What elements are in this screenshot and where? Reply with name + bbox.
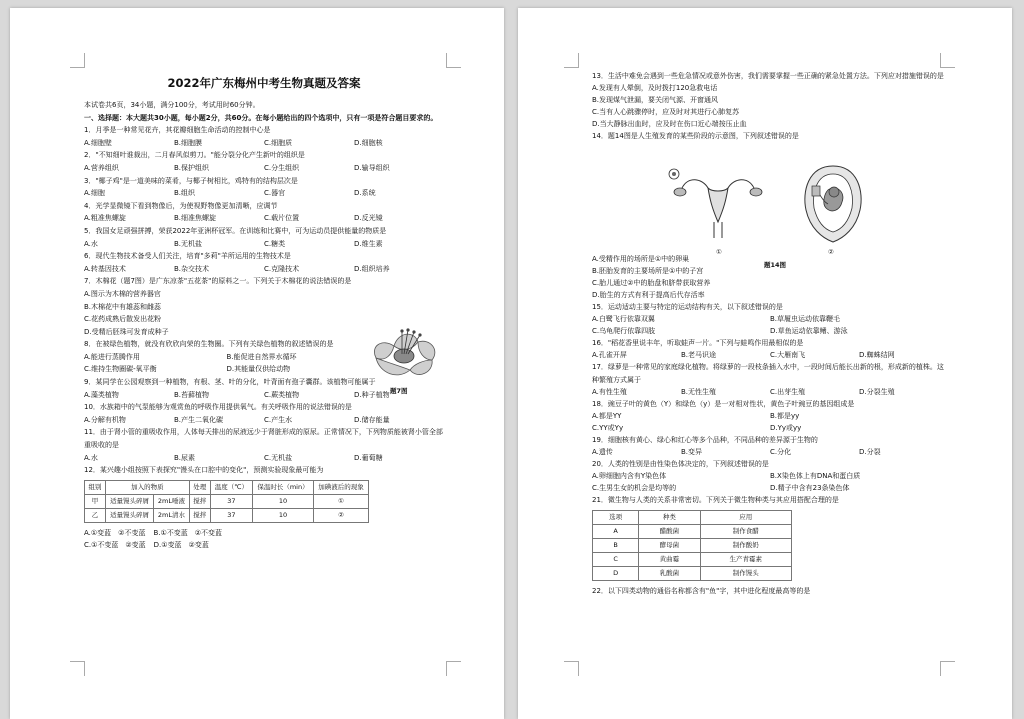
table-cell: 制作馒头: [700, 566, 791, 580]
option: A.①变蓝 ②不变蓝: [84, 528, 146, 537]
table-header-cell: 加入的物质: [105, 480, 189, 494]
question-9: 9．某同学在公园观察到一种植物，有根、茎、叶的分化，叶背面有孢子囊群。该植物可能属于: [84, 378, 376, 387]
figure-14-space: [592, 143, 948, 253]
table-cell: 黄曲霉: [639, 552, 700, 566]
corner-mark: [564, 661, 579, 676]
option: B.①不变蓝 ②不变蓝: [153, 528, 223, 537]
option: A.细胞: [84, 189, 105, 198]
question-11: 11．由于肾小管的重吸收作用，人体每天排出的尿液远少于肾脏形成的原尿。正常情况下，下列物质能被肾小管全部重吸收的是: [84, 428, 443, 450]
option: A.藻类植物: [84, 390, 119, 399]
option: D.维生素: [354, 239, 383, 248]
question-12: 12．某兴趣小组按照下表探究"馒头在口腔中的变化"，预测实验现象最可能为: [84, 466, 324, 475]
table-row: [593, 566, 792, 580]
question-10-options: [84, 414, 444, 427]
figure-14-caption: 题14图: [764, 261, 787, 269]
question-18: 18．豌豆子叶的黄色（Y）和绿色（y）是一对相对性状，黄色子叶豌豆的基因组成是: [592, 399, 855, 408]
option: D.蜘蛛结网: [859, 351, 895, 360]
female-reproductive-figure: [668, 166, 768, 244]
option: D.分裂: [859, 448, 881, 457]
question-17-options: [592, 386, 948, 398]
option: A.都是YY: [592, 411, 622, 420]
option: A.水: [84, 453, 98, 462]
table-cell: D: [593, 566, 639, 580]
option: A.水: [84, 239, 98, 248]
option: D.输导组织: [354, 163, 390, 172]
table-row: [85, 508, 369, 522]
table-cell: 生产青霉素: [700, 552, 791, 566]
question-1-options: [84, 137, 444, 150]
option: D.胎生的方式有利于提高后代存活率: [592, 290, 705, 299]
question-13: 13．生活中难免会遇到一些危急情况或意外伤害，我们需要掌握一些正确的紧急处置方法。下列应对措施错误的是: [592, 72, 944, 80]
table-cell: 制作酸奶: [700, 538, 791, 552]
option: A.细胞壁: [84, 138, 112, 147]
option: C.糖类: [264, 239, 286, 248]
question-20: 20．人类的性别是由性染色体决定的，下列叙述错误的是: [592, 460, 769, 469]
option: B.尿素: [174, 453, 196, 462]
option: B.X染色体上有DNA和蛋白质: [770, 472, 861, 481]
option: C.大雁南飞: [770, 351, 806, 360]
table-cell: 乙: [85, 508, 106, 522]
option: A.卵细胞内含有Y染色体: [592, 472, 667, 481]
question-12-options-row2: [84, 539, 444, 552]
fetus-figure: [798, 162, 868, 246]
table-header-cell: 加碘液后的现象: [313, 480, 368, 494]
option: A.能进行蒸腾作用: [84, 352, 140, 361]
table-cell: A: [593, 524, 639, 538]
option: B.苔藓植物: [174, 390, 210, 399]
option: D.组织培养: [354, 264, 390, 273]
option: C.分生组织: [264, 163, 300, 172]
option: D.精子中含有23条染色体: [770, 484, 850, 493]
option: B.胚胎发育的主要场所是①中的子宫: [592, 266, 704, 275]
option: B.杂交技术: [174, 264, 210, 273]
table-cell: 10: [252, 508, 313, 522]
option: C.乌龟爬行依靠四肢: [592, 327, 656, 336]
option: A.分解有机物: [84, 415, 126, 424]
option: B.无性生殖: [681, 387, 717, 396]
figure-7-caption: 题7图: [390, 387, 408, 395]
question-14: 14．题14图是人生殖发育的某些阶段的示意图，下列叙述错误的是: [592, 132, 799, 141]
corner-mark: [446, 661, 461, 676]
option: D.系统: [354, 189, 376, 198]
question-15-options-row1: [592, 313, 948, 325]
option: D.Yy或yy: [770, 423, 802, 432]
corner-mark: [940, 661, 955, 676]
option: A.孔雀开屏: [592, 351, 627, 360]
question-8: 8．在被绿色植物，就没有欣欣向荣的生物圈。下列有关绿色植物的叙述错误的是: [84, 340, 334, 349]
question-22: 22．以下四类动物的通俗名称都含有"鱼"字，其中进化程度最高等的是: [592, 586, 811, 595]
table-header-cell: 组别: [85, 480, 106, 494]
option: A.转基因技术: [84, 264, 126, 273]
option: A.遗传: [592, 448, 613, 457]
question-19-options: [592, 446, 948, 458]
question-8-options-row1: [84, 351, 369, 364]
table-header-cell: 温度（℃）: [210, 480, 252, 494]
table-cell: 37: [210, 494, 252, 508]
table-cell: 2mL唾液: [154, 494, 190, 508]
question-5-options: [84, 238, 444, 251]
question-3-options: [84, 187, 444, 200]
document-page-right: [518, 8, 1012, 719]
option: D.细胞核: [354, 138, 383, 147]
table-cell: 搅拌: [189, 494, 210, 508]
question-5: 5．我国女足顽强拼搏，荣获2022年亚洲杯冠军。在训练和比赛中，可为运动员提供能量的物质是: [84, 226, 387, 235]
question-18-options-row1: [592, 410, 948, 422]
exam-intro: 本试卷共6页，34小题，满分100分，考试用时60分钟。: [84, 101, 260, 109]
page-left-content: [84, 72, 444, 552]
option: D.储存能量: [354, 415, 390, 424]
table-row: [593, 538, 792, 552]
option: B.产生二氧化碳: [174, 415, 224, 424]
question-16: 16．"稻花香里说丰年，听取蛙声一片。"下列与蛙鸣作用最相似的是: [592, 339, 804, 348]
table-cell: C: [593, 552, 639, 566]
option: B.能促进自然界水循环: [226, 352, 297, 361]
question-2-options: [84, 162, 444, 175]
option: A.营养组织: [84, 163, 119, 172]
table-cell: 2mL清水: [154, 508, 190, 522]
option: B.老马识途: [681, 351, 717, 360]
option: A.有性生殖: [592, 387, 627, 396]
question-7: 7．木棉花（题7图）是广东凉茶"五花茶"的原料之一。下列关于木棉花的说法错误的是: [84, 277, 352, 286]
table-cell: 制作食醋: [700, 524, 791, 538]
option: D.当大静脉出血时，应及时在伤口近心端按压止血: [592, 120, 747, 129]
table-cell: 适量馒头碎屑: [105, 494, 153, 508]
option: C.器官: [264, 189, 286, 198]
option: B.组织: [174, 189, 196, 198]
table-cell: 甲: [85, 494, 106, 508]
corner-mark: [940, 53, 955, 68]
option: A.发现有人晕倒，及时拨打120急救电话: [592, 84, 718, 93]
question-10: 10．水族箱中的气泵能够为观赏鱼的呼吸作用提供氧气。有关呼吸作用的说法错误的是: [84, 403, 352, 412]
option: C.胎儿通过②中的胎盘和脐带获取营养: [592, 278, 711, 287]
option: C.生男生女的机会是均等的: [592, 484, 677, 493]
option: D.分裂生殖: [859, 387, 895, 396]
corner-mark: [564, 53, 579, 68]
question-15-options-row2: [592, 325, 948, 337]
table-cell: 乳酸菌: [639, 566, 700, 580]
question-20-options-row2: [592, 482, 948, 494]
table-row: [85, 494, 369, 508]
question-17: 17．绿萝是一种常见的家庭绿化植物。将绿萝的一段枝条插入水中，一段时间后能长出新的根，形成新的植株。这种繁殖方式属于: [592, 363, 944, 384]
question-18-options-row2: [592, 422, 948, 434]
option: D.其能量仅供给动物: [226, 365, 291, 374]
option: D.反光镜: [354, 214, 383, 223]
document-title: 2022年广东梅州中考生物真题及答案: [167, 76, 361, 90]
option: B.细胞膜: [174, 138, 203, 147]
option: B.木棉花中有雄蕊和雌蕊: [84, 302, 162, 311]
figure-14-label-1: ①: [716, 248, 722, 256]
option: A.受精作用的场所是①中的卵巢: [592, 254, 690, 263]
option: C.分化: [770, 448, 792, 457]
option: C.蕨类植物: [264, 390, 300, 399]
table-header-cell: 处理: [189, 480, 210, 494]
table-cell: ①: [313, 494, 368, 508]
corner-mark: [70, 53, 85, 68]
option: C.无机盐: [264, 453, 293, 462]
option: A.白鹭飞行依靠双翼: [592, 315, 655, 324]
question-6: 6．现代生物技术备受人们关注，培育"多莉"羊所运用的生物技术是: [84, 252, 291, 261]
option: C.细胞质: [264, 138, 293, 147]
option: B.都是yy: [770, 411, 800, 420]
microbe-table: [592, 510, 792, 581]
question-12-options-row1: [84, 527, 444, 540]
experiment-table: [84, 480, 369, 523]
option: B.草履虫运动依靠鞭毛: [770, 315, 841, 324]
table-header-cell: 种类: [639, 510, 700, 524]
option: D.草鱼运动依靠鳍、游泳: [770, 327, 848, 336]
option: A.粗准焦螺旋: [84, 214, 126, 223]
option: C.产生水: [264, 415, 293, 424]
table-header-cell: 应用: [700, 510, 791, 524]
page-right-content: [592, 70, 948, 597]
option: B.保护组织: [174, 163, 210, 172]
option: C.当有人心跳骤停时，应及时对其进行心肺复苏: [592, 108, 740, 117]
option: C.①不变蓝 ②变蓝: [84, 541, 146, 550]
table-header-cell: 选项: [593, 510, 639, 524]
table-header-row: [593, 510, 792, 524]
option: C.YY或Yy: [592, 423, 624, 432]
question-6-options: [84, 263, 444, 276]
option: B.发现煤气泄漏，要关闭气源、开窗通风: [592, 96, 719, 105]
option: D.种子植物: [354, 390, 390, 399]
question-20-options-row1: [592, 470, 948, 482]
table-cell: 37: [210, 508, 252, 522]
option: D.葡萄糖: [354, 453, 383, 462]
question-16-options: [592, 349, 948, 361]
question-2: 2．"不知细叶谁裁出，二月春风似剪刀。"能分裂分化产生新叶的组织是: [84, 151, 305, 160]
question-4-options: [84, 212, 444, 225]
table-cell: 搅拌: [189, 508, 210, 522]
option: A.图示为木棉的营养器官: [84, 289, 161, 298]
question-11-options: [84, 452, 444, 465]
table-cell: 酵母菌: [639, 538, 700, 552]
table-header-row: [85, 480, 369, 494]
table-cell: 醋酸菌: [639, 524, 700, 538]
option: C.出芽生殖: [770, 387, 806, 396]
question-15: 15．运动适动主要与特定的运动结构有关，以下叙述错误的是: [592, 302, 783, 311]
question-19: 19．细胞核有黄心、绿心和红心等多个品种，不同品种的差异源于生物的: [592, 435, 818, 444]
option: C.维持生物圈碳-氧平衡: [84, 365, 157, 374]
table-cell: 10: [252, 494, 313, 508]
question-1: 1．月季是一种常见花卉，其花瓣细胞生命活动的控制中心是: [84, 126, 271, 135]
table-row: [593, 524, 792, 538]
option: D.①变蓝 ②变蓝: [153, 541, 209, 550]
option: C.载片位置: [264, 214, 300, 223]
question-4: 4．光学显微镜下看到物像后，为使视野物像更加清晰，应调节: [84, 201, 278, 210]
kapok-flower-figure: [368, 324, 442, 384]
table-cell: B: [593, 538, 639, 552]
table-header-cell: 保温时长（min）: [252, 480, 313, 494]
corner-mark: [446, 53, 461, 68]
option: B.无机盐: [174, 239, 203, 248]
corner-mark: [70, 661, 85, 676]
option: D.受精后胚珠可发育成种子: [84, 327, 169, 336]
option: C.花药成熟后散发出花粉: [84, 315, 162, 324]
option: C.克隆技术: [264, 264, 300, 273]
document-page-left: [10, 8, 504, 719]
table-cell: 适量馒头碎屑: [105, 508, 153, 522]
option: B.细准焦螺旋: [174, 214, 217, 223]
question-3: 3．"椰子鸡"是一道美味的菜肴，与椰子树相比，鸡特有的结构层次是: [84, 176, 298, 185]
question-8-options-row2: [84, 363, 369, 376]
table-row: [593, 552, 792, 566]
option: B.变异: [681, 448, 703, 457]
section-heading: 一、选择题：本大题共30小题，每小题2分，共60分。在每小题给出的四个选项中，只有一项是符合题目要求的。: [84, 113, 438, 122]
figure-14-label-2: ②: [828, 248, 834, 256]
question-21: 21．微生物与人类的关系非常密切。下列关于微生物种类与其应用搭配合理的是: [592, 496, 839, 505]
table-cell: ②: [313, 508, 368, 522]
